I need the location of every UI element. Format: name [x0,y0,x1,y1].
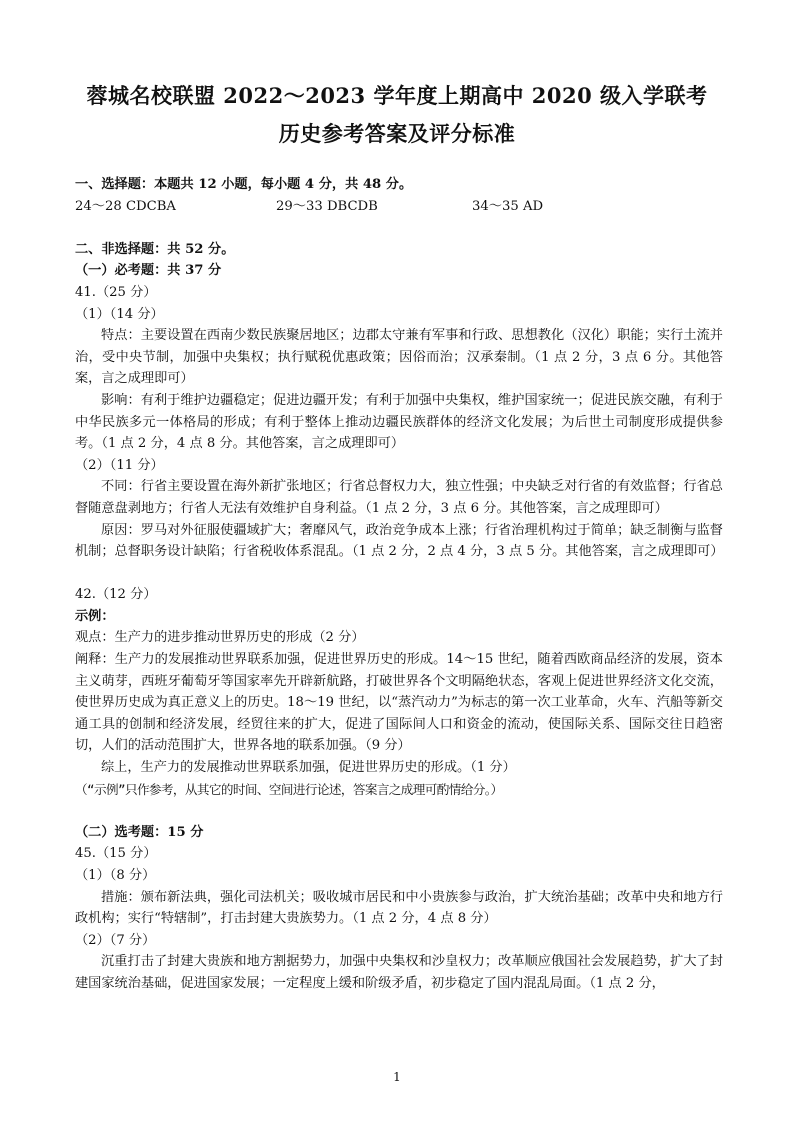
answer-content [75,174,723,995]
q41-features: 特点：主要设置在西南少数民族聚居地区；边郡太守兼有军事和行政、思想教化（汉化）职能；实行土流并治，受中央节制，加强中央集权；执行赋税优惠政策；因俗而治；汉承秦制。（1 点 2 分，3 点 6 分。其他答案，言之成理即可） [75,328,723,387]
q41-part1-label: （1）（14 分） [75,306,164,322]
page-title: 蓉城名校联盟 2022～2023 学年度上期高中 2020 级入学联考 [86,83,708,108]
section1-heading: 一、选择题：本题共 12 小题，每小题 4 分，共 48 分。 [75,177,413,192]
required-heading: （一）必考题：共 37 分 [75,263,222,279]
section2-heading: 二、非选择题：共 52 分。 [75,241,235,257]
q42-explain: 阐释：生产力的发展推动世界联系加强，促进世界历史的形成。14～15 世纪，随着西欧商品经济的发展，资本主义萌芽，西班牙葡萄牙等国家率先开辟新航路，打破世界各个文明隔绝状态，客观上促进世界经济文化交流，使世界历史成为真正意义上的历史。18～19 世纪，以“蒸汽动力”为标志的第一次工业革命，火车、汽船等新交通工具的创制和经济发展，经贸往来的扩大，促进了国际间人口和资金的流动，使国际关系、国际交往日趋密切，人们的活动范围扩大，世界各地的联系加强。（9 分） [75,652,723,754]
q41-part2-label: （2）（11 分） [75,457,164,473]
q42-summary: 综上，生产力的发展推动世界联系加强，促进世界历史的形成。（1 分） [101,760,516,776]
mc-answers [75,196,723,218]
page-number: 1 [393,1070,401,1084]
mc-answer-group: 29～33 DBCDB [276,198,378,214]
mc-answer-group: 34～35 AD [472,198,544,214]
q42-example-label: 示例： [75,608,115,624]
q45-part2-label: （2）（7 分） [75,932,156,948]
q45-label: 45.（15 分） [75,846,157,862]
elective-heading: （二）选考题：15 分 [75,824,204,840]
q42-view: 观点：生产力的进步推动世界历史的形成（2 分） [75,630,365,646]
q41-difference: 不同：行省主要设置在海外新扩张地区；行省总督权力大，独立性强；中央缺乏对行省的有效监督；行省总督随意盘剥地方；行省人无法有效维护自身利益。（1 点 2 分，3 点 6 分。其他答案，言之成理即可） [75,479,723,516]
q45-effect: 沉重打击了封建大贵族和地方割据势力，加强中央集权和沙皇权力；改革顺应俄国社会发展趋势，扩大了封建国家统治基础，促进国家发展；一定程度上缓和阶级矛盾，初步稳定了国内混乱局面。（1 点 2 分， [75,954,723,991]
q41-impact: 影响：有利于维护边疆稳定；促进边疆开发；有利于加强中央集权，维护国家统一；促进民族交融，有利于中华民族多元一体格局的形成；有利于整体上推动边疆民族群体的经济文化发展；为后世土司制度形成提供参考。（1 点 2 分，4 点 8 分。其他答案，言之成理即可） [75,392,723,452]
page-subtitle: 历史参考答案及评分标准 [278,121,516,146]
q45-measures: 措施：颁布新法典，强化司法机关；吸收城市居民和中小贵族参与政治，扩大统治基础；改革中央和地方行政机构；实行“特辖制”，打击封建大贵族势力。（1 点 2 分，4 点 8 分） [75,889,723,927]
q42-note: （“示例”只作参考，从其它的时间、空间进行论述，答案言之成理可酌情给分。） [75,781,503,797]
q45-part1-label: （1）（8 分） [75,868,156,883]
q42-label: 42.（12 分） [75,587,157,603]
mc-answer-group: 24～28 CDCBA [75,198,176,214]
q41-label: 41.（25 分） [75,284,157,300]
q41-reason: 原因：罗马对外征服使疆域扩大；奢靡风气，政治竞争成本上涨；行省治理机构过于简单；缺乏制衡与监督机制；总督职务设计缺陷；行省税收体系混乱。（1 点 2 分，2 点 4 分，3 点 5 分。其他答案，言之成理即可） [75,522,724,560]
